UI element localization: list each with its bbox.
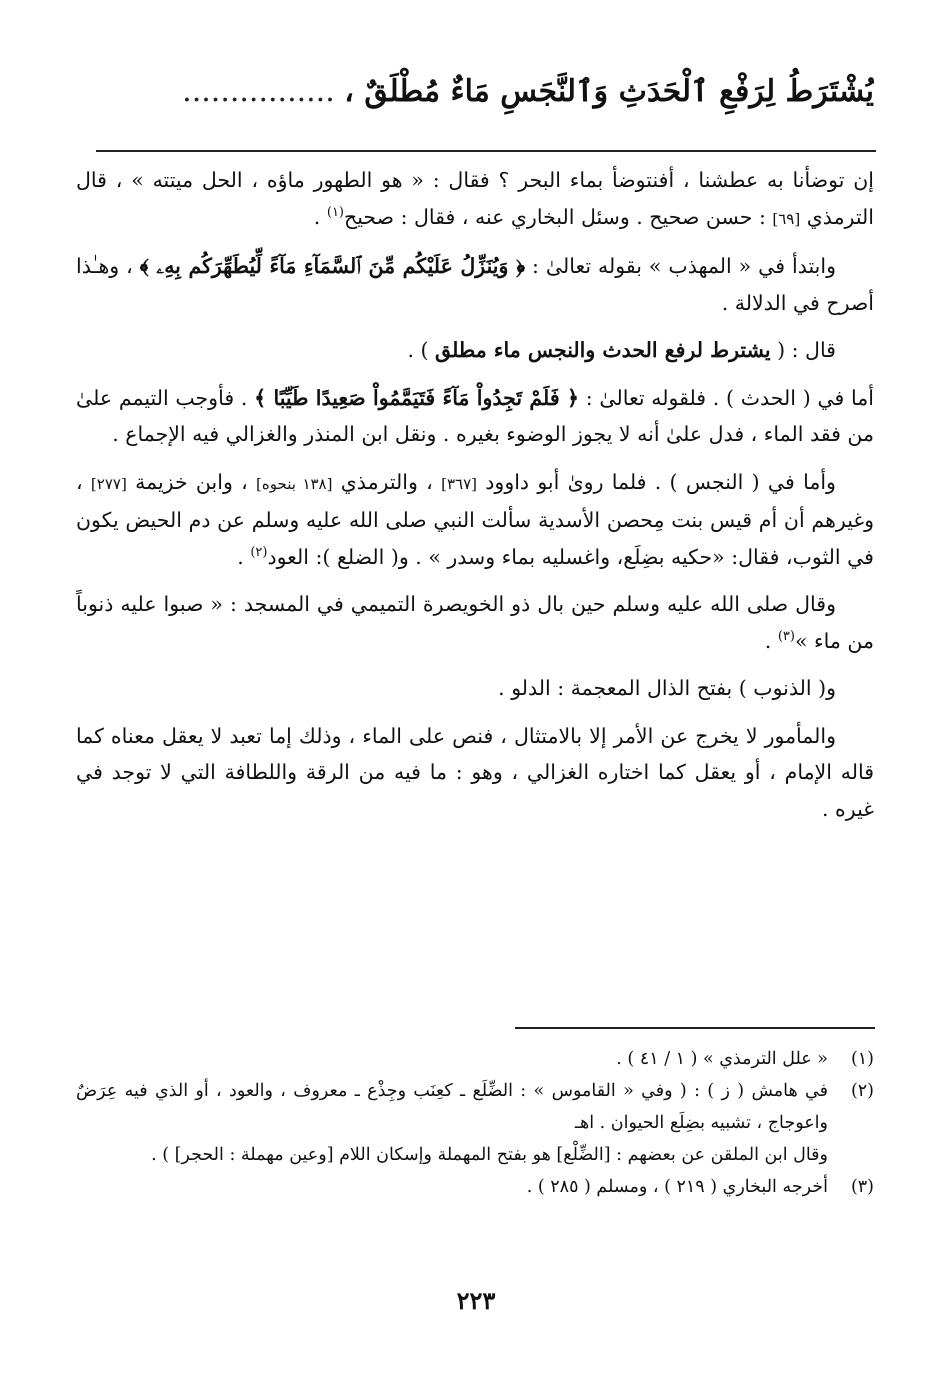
reference: [٢٧٧] — [90, 474, 127, 493]
paragraph-8: والمأمور لا يخرج عن الأمر إلا بالامتثال ، فنص على الماء ، وذلك إما تعبد لا يعقل معناه كما قاله الإمام ، أو يعقل كما اختاره الغزالي ، وهو : ما فيه من الرقة واللطافة التي لا توجد في غيره . — [76, 723, 874, 821]
main-text — [76, 162, 874, 838]
footnote-2-continued — [76, 1139, 874, 1171]
footnotes — [76, 1043, 874, 1203]
footnote-text: وقال ابن الملقن عن بعضهم : [الضِّلْع] هو بفتح المهملة وإسكان اللام [وعين مهملة : الحجر] ) . — [151, 1145, 828, 1165]
footnote-rule — [515, 1027, 875, 1029]
paragraph-5: وأما في ( النجس ) . فلما روىٰ أبو داوود [٣٦٧] ، والترمذي [١٣٨ بنحوه] ، وابن خزيمة [٢٧٧] ، وغيرهم أن أم قيس بنت مِحصن الأسدية سألت النبي صلى الله عليه وسلم عن دم الحيض يكون في الثوب، فقال: «حكيه بضِلَع، واغسليه بماء وسدر » . و( الضلع ): العود$^{(٢)}$ . — [76, 469, 874, 569]
footnote-text: أخرجه البخاري ( ٢١٩ ) ، ومسلم ( ٢٨٥ ) . — [526, 1177, 828, 1197]
reference: [٣٦٧] — [441, 474, 477, 493]
header-leader-dots: ................ — [182, 74, 335, 109]
header-rule — [96, 150, 876, 152]
footnote-2 — [76, 1075, 874, 1139]
footnote-text: في هامش ( ز ) : ( وفي « القاموس » : الضِّلَع ـ كعِنَب وجِذْع ـ معروف ، والعود ، أو الذي فيه عِرَضٌ واعوجاج ، تشبيه بضِلَع الحيوان . اهـ — [76, 1081, 828, 1133]
paragraph-2: وابتدأ في « المهذب » بقوله تعالىٰ : ﴿ وَيُنَزِّلُ عَلَيْكُم مِّنَ ٱلسَّمَآءِ مَآءً لِّيُطَهِّرَكُم بِهِۦ ﴾ ، وهـٰذا أصرح في الدلالة . — [76, 254, 874, 315]
running-header — [74, 62, 874, 122]
page-number: ٢٢٣ — [456, 1286, 496, 1315]
footnote-1 — [76, 1043, 874, 1075]
quran-verse: ﴿ فَلَمْ تَجِدُواْ مَآءً فَتَيَمَّمُواْ صَعِيدًا طَيِّبًا ﴾ — [254, 385, 579, 410]
footnote-number: (١) — [850, 1049, 874, 1069]
footnote-marker: (٢) — [250, 544, 268, 560]
footnote-text: « علل الترمذي » ( ١ / ٤١ ) . — [616, 1049, 828, 1069]
footnote-number: (٣) — [850, 1177, 874, 1197]
quran-verse: ﴿ وَيُنَزِّلُ عَلَيْكُم مِّنَ ٱلسَّمَآءِ مَآءً لِّيُطَهِّرَكُم بِهِۦ ﴾ — [139, 254, 526, 278]
paragraph-1: إن توضأنا به عطشنا ، أفنتوضأ بماء البحر ؟ فقال : « هو الطهور ماؤه ، الحل ميتته » ، قال الترمذي [٦٩] : حسن صحيح . وسئل البخاري عنه ، فقال : صحيح$^{(١)}$ . — [76, 168, 874, 229]
footnote-number: (٢) — [850, 1081, 874, 1101]
paragraph-4: أما في ( الحدث ) . فلقوله تعالىٰ : ﴿ فَلَمْ تَجِدُواْ مَآءً فَتَيَمَّمُواْ صَعِيدًا طَيِّبًا ﴾ . فأوجب التيمم علىٰ من فقد الماء ، فدل علىٰ أنه لا يجوز الوضوء بغيره . ونقل ابن المنذر والغزالي فيه الإجماع . — [76, 385, 874, 446]
matn-quote: يشترط لرفع الحدث والنجس ماء مطلق — [435, 338, 771, 362]
footnote-marker: (٣) — [777, 628, 795, 644]
reference: [١٣٨ بنحوه] — [256, 474, 333, 493]
running-title: يُشْتَرَطُ لِرَفْعِ ٱلْحَدَثِ وَٱلنَّجَسِ مَاءٌ مُطْلَقٌ ، — [344, 74, 874, 109]
footnote-3 — [76, 1171, 874, 1203]
paragraph-6: وقال صلى الله عليه وسلم حين بال ذو الخويصرة التميمي في المسجد : « صبوا عليه ذنوباً من ماء »$^{(٣)}$ . — [76, 592, 874, 653]
reference: [٦٩] — [772, 209, 801, 228]
paragraph-3: قال : ( يشترط لرفع الحدث والنجس ماء مطلق ) . — [407, 338, 836, 362]
paragraph-7: و( الذنوب ) بفتح الذال المعجمة : الدلو . — [498, 676, 836, 700]
footnote-marker: (١) — [326, 204, 344, 220]
